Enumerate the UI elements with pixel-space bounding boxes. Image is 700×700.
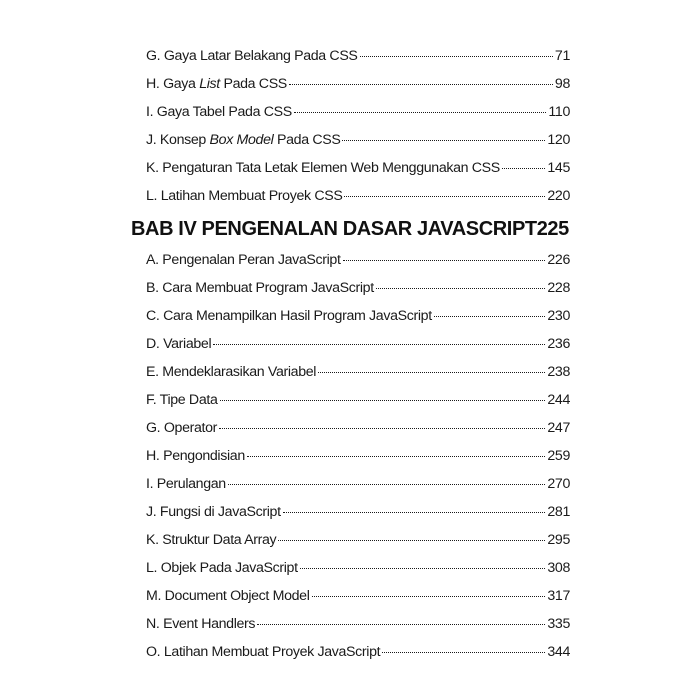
toc-entry-label: I. Perulangan: [146, 476, 226, 492]
toc-entry-g-operator: [146, 420, 570, 440]
toc-entry-page: 308: [547, 560, 570, 576]
toc-entry-label: L. Objek Pada JavaScript: [146, 560, 298, 576]
dot-leader: [219, 428, 545, 429]
toc-entry-label: A. Pengenalan Peran JavaScript: [146, 252, 341, 268]
toc-entry-label: H. Gaya List Pada CSS: [146, 76, 287, 92]
toc-entry-h-gaya-list: [146, 76, 570, 96]
toc-entry-page: 220: [547, 188, 570, 204]
toc-entry-f-tipe-data: [146, 392, 570, 412]
dot-leader: [300, 568, 546, 569]
dot-leader: [247, 456, 546, 457]
toc-entry-page: 145: [547, 160, 570, 176]
toc-entry-label: K. Struktur Data Array: [146, 532, 277, 548]
toc-entry-page: 226: [547, 252, 570, 268]
emphasis-text: Box Model: [209, 132, 274, 148]
toc-entry-page: 236: [547, 336, 570, 352]
toc-entry-e-mendeklarasikan: [146, 364, 570, 384]
dot-leader: [376, 288, 546, 289]
chapter-page: 225: [536, 218, 569, 240]
toc-entry-a-pengenalan-peran: [146, 252, 570, 272]
toc-entry-page: 238: [547, 364, 570, 380]
dot-leader: [213, 344, 545, 345]
dot-leader: [434, 316, 546, 317]
toc-entry-label: I. Gaya Tabel Pada CSS: [146, 104, 292, 120]
toc-entry-label: E. Mendeklarasikan Variabel: [146, 364, 317, 380]
toc-entry-page: 259: [547, 448, 570, 464]
toc-entry-label: D. Variabel: [146, 336, 212, 352]
toc-entry-page: 230: [547, 308, 570, 324]
dot-leader: [283, 512, 546, 513]
toc-entry-l-objek: [146, 560, 570, 580]
toc-entry-i-gaya-tabel: [146, 104, 570, 124]
toc-entry-page: 120: [547, 132, 570, 148]
toc-entry-l-latihan-proyek-css: [146, 188, 570, 208]
toc-entry-label: H. Pengondisian: [146, 448, 245, 464]
dot-leader: [342, 140, 545, 141]
dot-leader: [220, 400, 546, 401]
toc-entry-label: J. Konsep Box Model Pada CSS: [146, 132, 341, 148]
toc-entry-label: C. Cara Menampilkan Hasil Program JavaScript: [146, 308, 432, 324]
toc-entry-label: B. Cara Membuat Program JavaScript: [146, 280, 374, 296]
toc-entry-k-struktur-data-array: [146, 532, 570, 552]
toc-entry-g-gaya-latar-belakang: [146, 48, 570, 68]
toc-entry-page: 71: [554, 48, 570, 64]
toc-entry-j-fungsi: [146, 504, 570, 524]
toc-entry-label: L. Latihan Membuat Proyek CSS: [146, 188, 343, 204]
dot-leader: [257, 624, 545, 625]
dot-leader: [312, 596, 546, 597]
toc-entry-m-document-object-model: [146, 588, 570, 608]
toc-entry-j-konsep-box-model: [146, 132, 570, 152]
toc-entry-page: 110: [548, 104, 570, 120]
toc-entry-d-variabel: [146, 336, 570, 356]
toc-entry-k-pengaturan-tata-letak: [146, 160, 570, 180]
toc-entry-i-perulangan: [146, 476, 570, 496]
dot-leader: [343, 260, 546, 261]
toc-entry-page: 244: [547, 392, 570, 408]
toc-entry-c-cara-menampilkan: [146, 308, 570, 328]
dot-leader: [228, 484, 546, 485]
chapter-heading: [131, 218, 569, 241]
toc-entry-page: 335: [547, 616, 570, 632]
toc-entry-page: 98: [554, 76, 570, 92]
toc-entry-label: J. Fungsi di JavaScript: [146, 504, 281, 520]
toc-entry-label: F. Tipe Data: [146, 392, 218, 408]
toc-entry-page: 247: [547, 420, 570, 436]
toc-entry-label: O. Latihan Membuat Proyek JavaScript: [146, 644, 381, 660]
dot-leader: [344, 196, 545, 197]
toc-entry-n-event-handlers: [146, 616, 570, 636]
toc-entry-h-pengondisian: [146, 448, 570, 468]
toc-entry-label: G. Gaya Latar Belakang Pada CSS: [146, 48, 358, 64]
toc-entry-page: 281: [547, 504, 570, 520]
chapter-title: BAB IV PENGENALAN DASAR JAVASCRIPT: [131, 218, 537, 240]
dot-leader: [382, 652, 545, 653]
toc-entry-page: 344: [547, 644, 570, 660]
toc-entry-page: 295: [547, 532, 570, 548]
emphasis-text: List: [199, 76, 220, 92]
toc-entry-b-cara-membuat-program: [146, 280, 570, 300]
toc-entry-label: K. Pengaturan Tata Letak Elemen Web Menggunakan CSS: [146, 160, 500, 176]
dot-leader: [360, 56, 553, 57]
toc-entry-page: 228: [547, 280, 570, 296]
dot-leader: [502, 168, 545, 169]
toc-entry-label: G. Operator: [146, 420, 218, 436]
dot-leader: [318, 372, 545, 373]
dot-leader: [278, 540, 545, 541]
toc-entry-page: 317: [547, 588, 570, 604]
toc-entry-label: M. Document Object Model: [146, 588, 310, 604]
dot-leader: [294, 112, 547, 113]
toc-entry-o-latihan-proyek-javascript: [146, 644, 570, 664]
dot-leader: [289, 84, 553, 85]
toc-entry-page: 270: [547, 476, 570, 492]
toc-entry-label: N. Event Handlers: [146, 616, 256, 632]
